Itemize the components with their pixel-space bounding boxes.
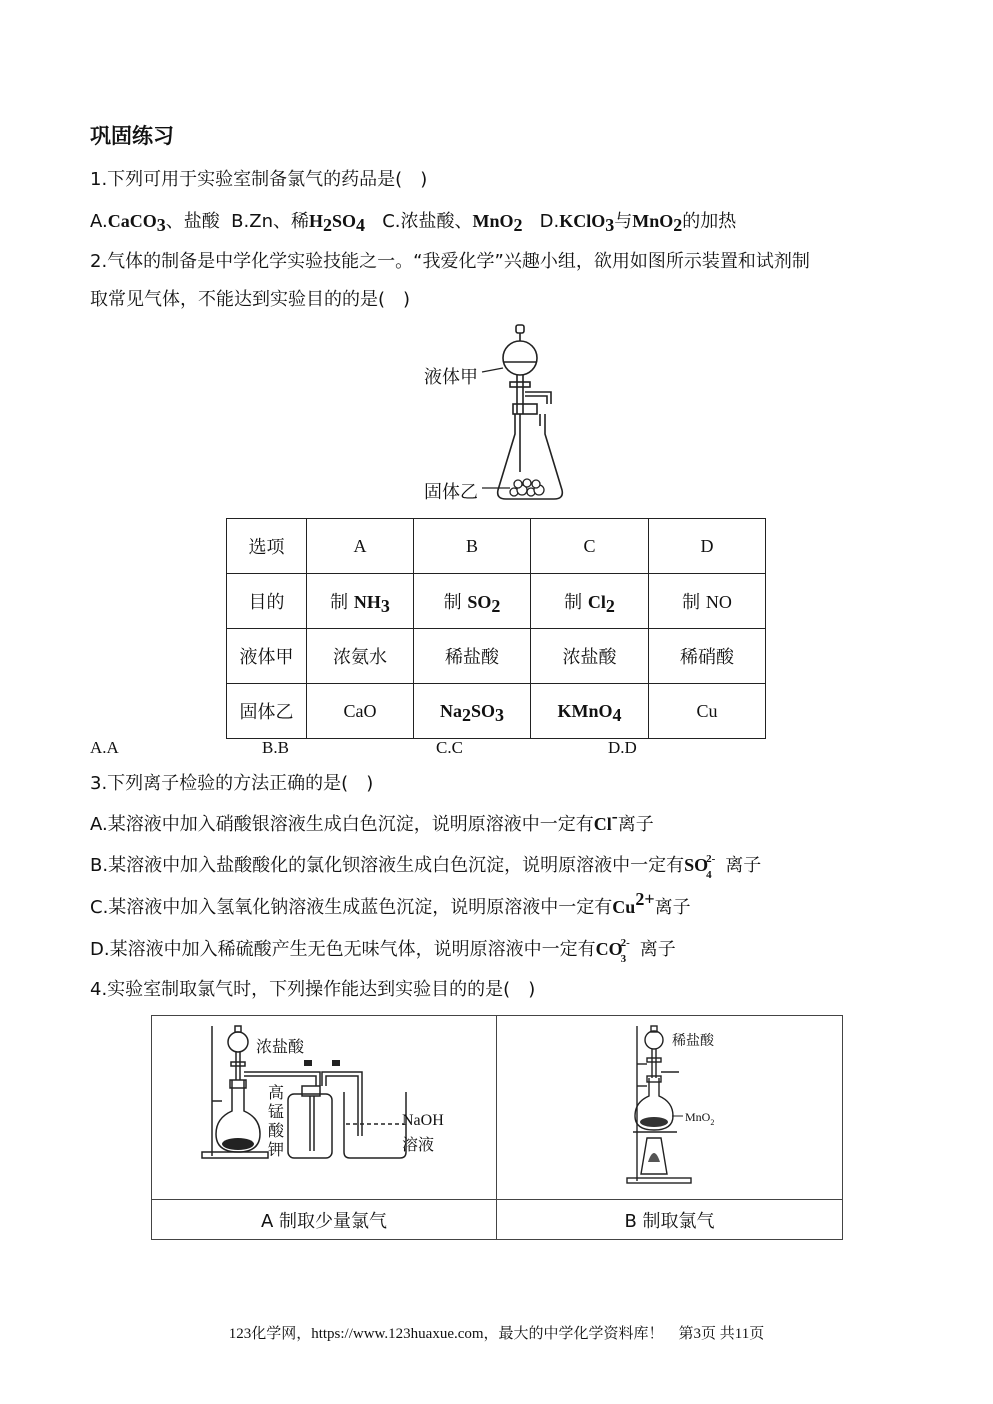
q4-label-kmno4-1: 高 (268, 1083, 285, 1102)
q3-option-d (90, 937, 676, 965)
table-row (227, 684, 766, 739)
q1-option-b-sub1: 2 (323, 215, 332, 235)
q4-apparatus-b (497, 1016, 842, 1199)
q1-option-d-mid: 与 (614, 211, 633, 232)
q4-label-kmno4-4: 钾 (268, 1140, 285, 1159)
ion-symbol: CO (595, 939, 623, 959)
table-cell: D (649, 519, 766, 574)
solid-sub: 4 (612, 704, 622, 725)
purpose-prefix: 制 (682, 592, 706, 613)
q1-option-a-chem: CaCO (107, 211, 157, 231)
purpose-chem: NO (705, 592, 732, 612)
q1-option-b-prefix: B.Zn、稀 (231, 211, 309, 232)
purpose-chem: SO (467, 592, 492, 612)
table-cell (649, 574, 766, 629)
q1-option-d-sub1: 3 (605, 215, 615, 235)
q4-label-mno2 (685, 1110, 714, 1125)
table-cell (531, 684, 649, 739)
q4-label-dilute-hcl: 稀盐酸 (672, 1033, 714, 1049)
ion-symbol: SO (684, 855, 709, 875)
q4-apparatus-a (152, 1016, 496, 1199)
q3-option-d-ion (595, 937, 630, 965)
q3-option-b (90, 853, 762, 881)
q1-option-c-sub: 2 (513, 215, 523, 235)
q2-apparatus-figure (410, 322, 580, 504)
q2-answer-d: D.D (608, 738, 637, 757)
q3-stem: 3.下列离子检验的方法正确的是( ) (90, 773, 374, 794)
solid-chem: Na (439, 700, 462, 721)
q4-figure-a-cell (152, 1016, 497, 1200)
mno2-symbol: MnO (685, 1110, 711, 1124)
q2-label-solid: 固体乙 (424, 482, 478, 503)
q3-option-d-text: D.某溶液中加入稀硫酸产生无色无味气体，说明原溶液中一定有 (90, 939, 596, 960)
q1-option-d-chem1: KClO (559, 211, 606, 231)
q1-option-d-sub2: 2 (673, 215, 683, 235)
q4-label-kmno4-3: 酸 (268, 1121, 285, 1140)
table-cell: 液体甲 (227, 629, 307, 684)
table-row (227, 574, 766, 629)
q2-answer-a: A.A (90, 738, 119, 757)
table-cell: 浓氨水 (307, 629, 414, 684)
q1-option-b-chem1: H (308, 211, 323, 231)
q3-option-c (90, 889, 691, 920)
section-heading: 巩固练习 (90, 124, 174, 148)
table-cell (414, 574, 531, 629)
q3-option-c-charge: 2+ (635, 889, 655, 909)
table-row (227, 629, 766, 684)
q3-option-b-ion (684, 853, 716, 881)
table-cell: A (307, 519, 414, 574)
q4-label-conc-hcl: 浓盐酸 (256, 1037, 305, 1056)
purpose-sub: 3 (380, 596, 390, 616)
q3-option-c-text: C.某溶液中加入氢氧化钠溶液生成蓝色沉淀，说明原溶液中一定有 (90, 897, 613, 918)
table-cell (531, 574, 649, 629)
table-row (227, 519, 766, 574)
q4-label-solution: 溶液 (402, 1135, 435, 1154)
q2-answer-c: C.C (436, 738, 463, 757)
table-cell: 目的 (227, 574, 307, 629)
q3-option-a-ion: Cl (593, 814, 612, 834)
q4-caption-b: B 制取氯气 (497, 1200, 843, 1240)
ion-charge: 2- (706, 853, 716, 865)
q1-option-c-chem: MnO (472, 211, 514, 231)
q3-option-a-text: A.某溶液中加入硝酸银溶液生成白色沉淀，说明原溶液中一定有 (90, 814, 594, 835)
q4-caption-a: A 制取少量氯气 (152, 1200, 497, 1240)
purpose-prefix: 制 (443, 592, 468, 613)
q1-option-a-sub: 3 (156, 215, 166, 235)
purpose-chem: NH (353, 592, 381, 612)
q4-label-naoh: NaOH (402, 1112, 444, 1129)
q1-option-d-prefix: D. (539, 211, 560, 232)
table-cell: B (414, 519, 531, 574)
q4-figure-table (151, 1015, 843, 1240)
q4-label-kmno4-2: 锰 (268, 1102, 285, 1121)
table-cell: 固体乙 (227, 684, 307, 739)
table-cell: 稀硝酸 (649, 629, 766, 684)
table-cell (307, 574, 414, 629)
q3-option-a-tail: 离子 (617, 814, 654, 835)
ion-subscript: 3 (620, 953, 627, 965)
q3-option-c-ion: Cu (612, 897, 636, 917)
q3-option-b-tail: 离子 (725, 855, 762, 876)
purpose-prefix: 制 (564, 592, 588, 613)
q2-options-table (226, 518, 766, 739)
purpose-chem: Cl (587, 592, 606, 612)
table-row (152, 1016, 843, 1200)
q3-option-c-tail: 离子 (654, 897, 691, 918)
solid-chem: KMnO (557, 700, 613, 721)
q4-figure-b-cell (497, 1016, 843, 1200)
q2-answer-b: B.B (262, 738, 289, 757)
q1-option-d-suffix: 的加热 (682, 211, 737, 232)
q3-option-a-charge: - (611, 806, 618, 826)
table-cell: 选项 (227, 519, 307, 574)
q3-option-a (90, 806, 654, 837)
q1-stem: 1.下列可用于实验室制备氯气的药品是( ) (90, 169, 428, 190)
purpose-sub: 2 (491, 596, 501, 616)
purpose-sub: 2 (605, 596, 615, 616)
table-cell: 稀盐酸 (414, 629, 531, 684)
ion-charge: 2- (620, 937, 630, 949)
q1-option-b-chem2: SO (332, 211, 357, 231)
q1-option-a-suffix: 、盐酸 (165, 211, 220, 232)
table-cell: C (531, 519, 649, 574)
q1-option-d-chem2: MnO (632, 211, 674, 231)
q2-stem-line1: 2.气体的制备是中学化学实验技能之一。“我爱化学”兴趣小组，欲用如图所示装置和试剂制 (90, 251, 810, 272)
table-cell: 浓盐酸 (531, 629, 649, 684)
ion-subscript: 4 (706, 869, 712, 881)
purpose-prefix: 制 (330, 592, 354, 613)
q1-options (90, 209, 736, 234)
q3-option-b-text: B.某溶液中加入盐酸酸化的氯化钡溶液生成白色沉淀，说明原溶液中一定有 (90, 855, 685, 876)
solid-chem2: SO (470, 700, 495, 721)
table-cell: CaO (307, 684, 414, 739)
solid-sub: 2 (461, 704, 471, 725)
page-footer: 123化学网，https://www.123huaxue.com，最大的中学化学资料库！ 第3页 共11页 (228, 1326, 765, 1342)
q1-option-b-sub2: 4 (356, 215, 366, 235)
q1-option-a-prefix: A. (90, 211, 108, 232)
table-cell (414, 684, 531, 739)
q2-label-liquid: 液体甲 (424, 367, 478, 388)
mno2-subscript: 2 (710, 1118, 715, 1127)
q4-stem: 4.实验室制取氯气时，下列操作能达到实验目的的是( ) (90, 979, 536, 1000)
q1-option-c-prefix: C.浓盐酸、 (382, 211, 473, 232)
table-cell: Cu (649, 684, 766, 739)
solid-sub2: 3 (495, 704, 504, 725)
table-row (152, 1200, 843, 1240)
q3-option-d-tail: 离子 (639, 939, 676, 960)
q2-stem-line2: 取常见气体，不能达到实验目的的是( ) (90, 289, 411, 310)
